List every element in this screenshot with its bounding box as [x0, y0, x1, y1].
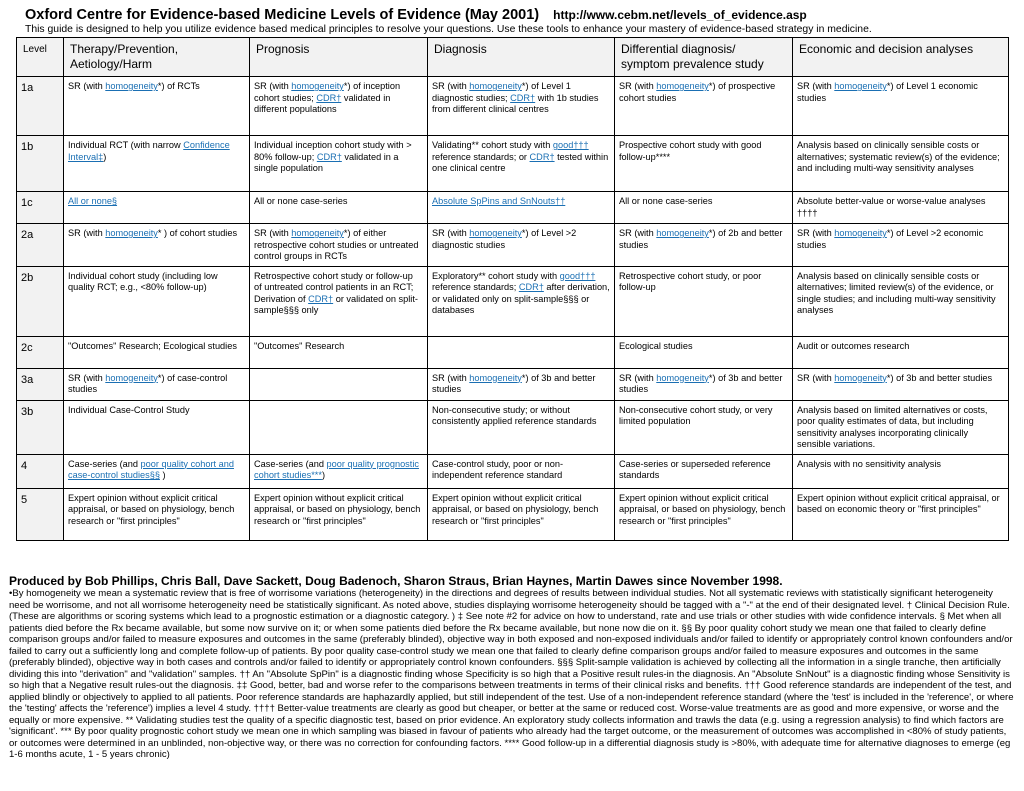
cell-text: SR (with — [68, 228, 106, 238]
cell-text: Expert opinion without explicit critical appraisal, or based on physiology, bench research or "first principles" — [68, 492, 235, 526]
cell-text: *) of Level >2 economic studies — [797, 228, 984, 250]
table-cell — [615, 192, 793, 224]
definition-link[interactable]: Absolute SpPins and SnNouts†† — [432, 196, 566, 206]
cell-text: Analysis with no sensitivity analysis — [797, 458, 941, 469]
table-cell — [428, 488, 615, 540]
table-row — [17, 368, 1009, 400]
table-cell — [250, 266, 428, 336]
table-row — [17, 77, 1009, 136]
table-cell — [428, 454, 615, 488]
table-cell — [793, 224, 1009, 267]
definition-link[interactable]: homogeneity — [834, 81, 887, 91]
cell-text: Individual RCT (with narrow — [68, 140, 184, 150]
table-cell — [793, 488, 1009, 540]
cell-text: Analysis based on limited alternatives or costs, poor quality estimates of data, but including sensitivity analyses incorporating clinically sensible variations. — [797, 404, 988, 449]
definition-link[interactable]: Confidence Interval‡ — [68, 140, 230, 162]
page-subtitle: This guide is designed to help you utilize evidence based medical principles to resolve your questions. Use these tools to enhance your mastery of evidence-based strategy in medicine. — [25, 24, 872, 35]
cell-text: *) of 3b and better studies — [619, 372, 783, 394]
table-cell — [250, 136, 428, 192]
table-cell — [64, 224, 250, 267]
cell-text: *) of prospective cohort studies — [619, 81, 776, 103]
cell-text: *) of Level >2 diagnostic studies — [432, 228, 577, 250]
cell-text: Analysis based on clinically sensible costs or alternatives; limited review(s) of the evidence, or single studies; and including multi-way sensitivity analyses — [797, 270, 996, 315]
table-cell — [428, 77, 615, 136]
table-row — [17, 224, 1009, 267]
cell-text: Absolute better-value or worse-value analyses †††† — [797, 196, 986, 218]
definition-link[interactable]: All or none§ — [68, 196, 118, 206]
cell-text: tested within one clinical centre — [432, 151, 609, 173]
cell-text: SR (with — [432, 228, 470, 238]
definition-link[interactable]: CDR† — [308, 293, 334, 304]
cell-text: *) of RCTs — [157, 81, 200, 91]
cell-text: Prospective cohort study with good follow-up**** — [619, 140, 762, 162]
table-cell — [250, 192, 428, 224]
table-cell — [615, 488, 793, 540]
table-cell — [793, 368, 1009, 400]
cell-text: Expert opinion without explicit critical appraisal, or based on physiology, bench research or "first principles" — [254, 492, 421, 526]
definition-link[interactable]: CDR† — [518, 282, 544, 292]
table-cell — [615, 400, 793, 454]
table-cell — [250, 488, 428, 540]
definition-link[interactable]: homogeneity — [105, 228, 158, 238]
table-row — [17, 266, 1009, 336]
table-cell — [793, 136, 1009, 192]
table-row — [17, 488, 1009, 540]
levels-of-evidence-table — [16, 37, 1009, 541]
cell-text: Audit or outcomes research — [797, 340, 910, 351]
level-cell: 2a — [17, 224, 64, 267]
level-cell: 1c — [17, 192, 64, 224]
definition-link[interactable]: CDR† — [316, 92, 342, 103]
title-text: Oxford Centre for Evidence-based Medicine Levels of Evidence (May 2001) — [25, 7, 540, 23]
definition-link[interactable]: homogeneity — [469, 372, 522, 383]
level-cell: 4 — [17, 454, 64, 488]
definition-link[interactable]: homogeneity — [656, 372, 709, 383]
table-row — [17, 336, 1009, 368]
cell-text: or validated on split-sample§§§ only — [254, 293, 418, 315]
definition-link[interactable]: homogeneity — [105, 372, 158, 383]
cell-text: Case-series (and — [254, 458, 327, 469]
table-cell — [615, 368, 793, 400]
cell-text: Expert opinion without explicit critical appraisal, or based on physiology, bench research or "first principles" — [619, 492, 786, 526]
cell-text: *) of case-control studies — [68, 372, 228, 394]
table-cell — [793, 192, 1009, 224]
cell-text: *) of Level 1 economic studies — [797, 81, 978, 103]
table-cell — [615, 136, 793, 192]
level-cell: 3b — [17, 400, 64, 454]
cell-text: SR (with — [432, 81, 470, 91]
cell-text: ) — [321, 470, 325, 480]
table-cell — [64, 336, 250, 368]
cell-text: ) — [159, 470, 166, 480]
table-cell — [793, 336, 1009, 368]
definition-link[interactable]: CDR† — [316, 151, 342, 162]
column-header-level: Level — [17, 38, 64, 77]
table-cell — [428, 368, 615, 400]
cell-text: *) of Level 1 diagnostic studies; — [432, 81, 571, 103]
table-cell — [64, 368, 250, 400]
cell-text: SR (with — [619, 81, 657, 91]
table-cell — [64, 454, 250, 488]
table-cell — [250, 400, 428, 454]
footer-notes: •By homogeneity we mean a systematic review that is free of worrisome variations (heterogeneity) in the directions and degrees of results between individual studies. Not all systematic reviews with statistically significant heterogeneity need be worrisome, and not all worrisome heterogeneity need be statistically significant. As noted above, studies displaying worrisome heterogeneity should be tagged with a "-" at the end of their designated level. † Clinical Decision Rule. (These are algorithms or scoring systems which lead to a prognostic estimation or a diagnostic category. ) ‡ See note #2 for advice on how to understand, rate and use trials or other studies with wide confidence intervals. § Met when all patients died before the Rx became available, but some now survive on it; or when some patients died before the Rx became available, but none now die on it. §§ By poor quality cohort study we mean one that failed to clearly define comparison groups and/or failed to measure exposures and outcomes in the same (preferably blinded), objective way in both exposed and non-exposed individuals and/or failed to identify or appropriately control known confounders and/or failed to carry out a sufficiently long and complete follow-up of patients. By poor quality case-control study we mean one that failed to clearly define comparison groups and/or failed to measure exposures and outcomes in the same (preferably blinded), objective way in both cases and controls and/or failed to identify or appropriately control known confounders. §§§ Split-sample validation is achieved by collecting all the information in a single tranche, then artificially dividing this into "derivation" and "validation" samples. †† An "Absolute SpPin" is a diagnostic finding whose Specificity is so high that a Positive result rules-in the diagnosis. An "Absolute SnNout" is a diagnostic finding whose Sensitivity is so high that a Negative result rules-out the diagnosis. ‡‡ Good, better, bad and worse refer to the comparisons between treatments in terms of their clinical risks and benefits. ††† Good reference standards are independent of the test, and applied blindly or objectively to applied to all patients. Poor reference standards are haphazardly applied, but still independent of the test. Use of a non-independent reference standard (where the 'test' is included in the 'reference', or where the 'testing' affects the 'reference') implies a level 4 study. †††† Better-value treatments are clearly as good but cheaper, or better at the same or reduced cost. Worse-value treatments are as good and more expensive, or worse and the equally or more expensive. ** Validating studies test the quality of a specific diagnostic test, based on prior evidence. An exploratory study collects information and trawls the data (e.g. using a regression analysis) to find which factors are 'significant'. *** By poor quality prognostic cohort study we mean one in which sampling was biased in favour of patients who already had the target outcome, or the measurement of outcomes was accomplished in <80% of study patients, or outcomes were determined in an unblinded, non-objective way, or there was no correction for confounding factors. **** Good follow-up in a differential diagnosis study is >80%, with adequate time for alternative diagnoses to emerge (eg 1-6 months acute, 1 - 5 years chronic) — [9, 588, 1014, 760]
cell-text: ) — [103, 151, 107, 162]
cell-text: Case-series (and — [68, 458, 141, 469]
cell-text: *) of 2b and better studies — [619, 228, 783, 250]
table-cell — [64, 192, 250, 224]
definition-link[interactable]: homogeneity — [834, 228, 887, 238]
cell-text: Individual inception cohort study with > 80% follow-up; — [254, 140, 412, 162]
table-cell — [615, 336, 793, 368]
definition-link[interactable]: homogeneity — [291, 81, 344, 91]
source-url[interactable]: http://www.cebm.net/levels_of_evidence.asp — [553, 8, 807, 22]
table-cell — [793, 400, 1009, 454]
cell-text: Validating** cohort study with — [432, 140, 553, 150]
cell-text: validated in different populations — [254, 92, 391, 114]
cell-text: "Outcomes" Research; Ecological studies — [68, 340, 237, 351]
definition-link[interactable]: poor quality cohort and case-control studies§§ — [68, 458, 234, 480]
definition-link[interactable]: homogeneity — [834, 372, 887, 383]
cell-text: Expert opinion without explicit critical appraisal, or based on physiology, bench research or "first principles" — [432, 492, 599, 526]
table-cell — [64, 77, 250, 136]
cell-text: Case-control study, poor or non-independent reference standard — [432, 458, 564, 480]
table-cell — [428, 266, 615, 336]
column-header-prognosis: Prognosis — [250, 38, 428, 77]
cell-text: SR (with — [68, 372, 106, 383]
table-row — [17, 136, 1009, 192]
table-cell — [250, 336, 428, 368]
cell-text: *) of 3b and better studies — [432, 372, 596, 394]
footer-credits: Produced by Bob Phillips, Chris Ball, Dave Sackett, Doug Badenoch, Sharon Straus, Brian Haynes, Martin Dawes since November 1998. — [9, 574, 783, 588]
table-cell — [793, 77, 1009, 136]
cell-text: *) of either retrospective cohort studies or untreated control groups in RCTs — [254, 228, 419, 261]
table-cell — [250, 77, 428, 136]
cell-text: SR (with — [797, 372, 835, 383]
cell-text: All or none case-series — [619, 196, 713, 206]
page-header — [25, 6, 1015, 36]
definition-link[interactable]: homogeneity — [105, 81, 158, 91]
column-header-economic: Economic and decision analyses — [793, 38, 1009, 77]
table-cell — [64, 400, 250, 454]
level-cell: 5 — [17, 488, 64, 540]
table-cell — [64, 488, 250, 540]
table-cell — [428, 192, 615, 224]
cell-text: SR (with — [254, 228, 292, 238]
cell-text: Expert opinion without explicit critical appraisal, or based on economic theory or "first principles" — [797, 492, 1000, 514]
table-cell — [793, 266, 1009, 336]
table-cell — [250, 454, 428, 488]
definition-link[interactable]: good††† — [559, 270, 596, 281]
table-cell — [615, 77, 793, 136]
definition-link[interactable]: CDR† — [510, 92, 536, 103]
cell-text: SR (with — [797, 228, 835, 238]
table-cell — [64, 266, 250, 336]
cell-text: SR (with — [254, 81, 292, 91]
cell-text: SR (with — [432, 372, 470, 383]
definition-link[interactable]: homogeneity — [291, 228, 344, 238]
level-cell: 3a — [17, 368, 64, 400]
page-title — [25, 6, 1015, 24]
table-row — [17, 454, 1009, 488]
table-cell — [250, 224, 428, 267]
cell-text: Individual cohort study (including low quality RCT; e.g., <80% follow-up) — [68, 270, 218, 292]
definition-link[interactable]: homogeneity — [469, 228, 522, 238]
level-cell: 1a — [17, 77, 64, 136]
table-cell — [64, 136, 250, 192]
cell-text: reference standards; or — [432, 151, 530, 162]
table-cell — [428, 336, 615, 368]
footer — [9, 574, 1015, 761]
level-cell: 2c — [17, 336, 64, 368]
table-cell — [615, 224, 793, 267]
table-cell — [793, 454, 1009, 488]
column-header-differential-diagnosis: Differential diagnosis/ symptom prevalence study — [615, 38, 793, 77]
cell-text: Non-consecutive cohort study, or very limited population — [619, 404, 773, 426]
column-header-diagnosis: Diagnosis — [428, 38, 615, 77]
cell-text: Individual Case-Control Study — [68, 404, 190, 415]
cell-text: SR (with — [68, 81, 106, 91]
cell-text: validated in a single population — [254, 151, 399, 173]
cell-text: *) of 3b and better studies — [886, 372, 993, 383]
table-cell — [615, 266, 793, 336]
cell-text: SR (with — [797, 81, 835, 91]
cell-text: after derivation, or validated only on split-sample§§§ or databases — [432, 282, 610, 315]
table-header-row — [17, 38, 1009, 77]
cell-text: Retrospective cohort study, or poor follow-up — [619, 270, 762, 292]
level-cell: 2b — [17, 266, 64, 336]
cell-text: *) of inception cohort studies; — [254, 81, 401, 103]
table-body — [17, 77, 1009, 541]
cell-text: "Outcomes" Research — [254, 340, 345, 351]
cell-text: Ecological studies — [619, 340, 693, 351]
column-header-therapy: Therapy/Prevention, Aetiology/Harm — [64, 38, 250, 77]
cell-text: with 1b studies from different clinical centres — [432, 92, 599, 114]
table-cell — [428, 136, 615, 192]
cell-text: Retrospective cohort study or follow-up of untreated control patients in an RCT; Derivation of — [254, 270, 414, 304]
cell-text: * ) of cohort studies — [157, 228, 238, 238]
cell-text: Exploratory** cohort study with — [432, 270, 560, 281]
table-row — [17, 192, 1009, 224]
cell-text: SR (with — [619, 228, 657, 238]
cell-text: reference standards; — [432, 282, 519, 292]
table-cell — [250, 368, 428, 400]
cell-text: Analysis based on clinically sensible costs or alternatives; systematic review(s) of the evidence; and including multi-way sensitivity analyses — [797, 140, 1000, 173]
definition-link[interactable]: homogeneity — [656, 81, 709, 91]
table-cell — [615, 454, 793, 488]
cell-text: Case-series or superseded reference standards — [619, 458, 771, 480]
definition-link[interactable]: homogeneity — [469, 81, 522, 91]
definition-link[interactable]: homogeneity — [656, 228, 709, 238]
cell-text: Non-consecutive study; or without consistently applied reference standards — [432, 404, 597, 426]
table-cell — [428, 224, 615, 267]
definition-link[interactable]: poor quality prognostic cohort studies*** — [254, 458, 419, 480]
level-cell: 1b — [17, 136, 64, 192]
table-cell — [428, 400, 615, 454]
definition-link[interactable]: good††† — [552, 140, 589, 150]
cell-text: SR (with — [619, 372, 657, 383]
cell-text: All or none case-series — [254, 196, 348, 206]
table-row — [17, 400, 1009, 454]
definition-link[interactable]: CDR† — [529, 151, 555, 162]
